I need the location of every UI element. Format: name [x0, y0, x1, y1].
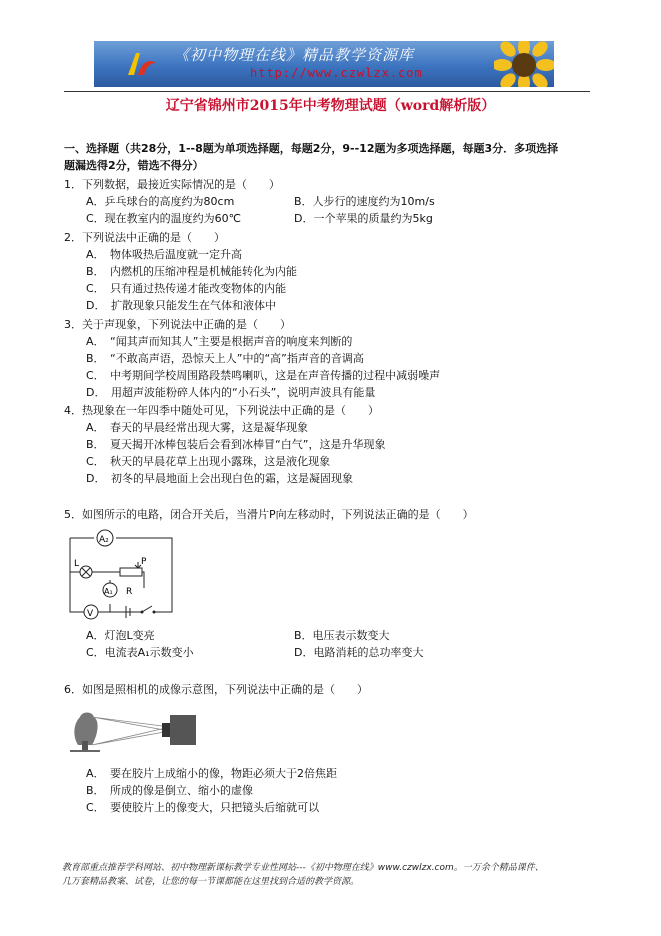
banner-brand: 《初中物理在线》精品教学资源库 [174, 46, 415, 64]
sunflower-icon [494, 41, 554, 87]
option-a: A． “闻其声而知其人”主要是根据声音的响度来判断的 [86, 335, 353, 348]
footer-line: 教育部重点推荐学科网站、初中物理新课标教学专业性网站---《初中物理在线》www.czwlzx.com。一万余个精品课件、 [62, 863, 544, 873]
option-b: B． “不敢高声语，恐惊天上人”中的“高”指声音的音调高 [86, 352, 364, 365]
option-b: B． 所成的像是倒立、缩小的虚像 [86, 784, 254, 797]
logo-icon [124, 49, 160, 79]
option-b: B． 夏天揭开冰棒包装后会看到冰棒冒“白气”，这是升华现象 [86, 438, 386, 451]
question-stem: 3．关于声现象，下列说法中正确的是（ ） [64, 318, 291, 331]
option-d: D． 初冬的早晨地面上会出现白色的霜，这是凝固现象 [86, 472, 353, 485]
switch-icon [142, 606, 152, 612]
option-a: A． 要在胶片上成缩小的像，物距必须大于2倍焦距 [86, 767, 338, 780]
section-heading: 一、选择题（共28分，1--8题为单项选择题，每题2分，9--12题为多项选择题，每题3分．多项选择 [64, 142, 559, 155]
page-title: 辽宁省锦州市2015年中考物理试题（word解析版） [165, 98, 496, 114]
option-c: C．现在教室内的温度约为60℃ [86, 212, 242, 225]
option-d: D．一个苹果的质量约为5kg [294, 212, 433, 225]
voltmeter-label: V [87, 609, 94, 619]
option-c: C． 要使胶片上的像变大，只把镜头后缩就可以 [86, 801, 320, 814]
circuit-diagram [64, 528, 176, 620]
slider-label: P [141, 557, 147, 567]
option-b: B．人步行的速度约为10m/s [294, 195, 435, 208]
option-a: A． 春天的早晨经常出现大雾，这是凝华现象 [86, 421, 309, 434]
header-banner [94, 41, 554, 87]
option-a: A．乒乓球台的高度约为80cm [86, 195, 235, 208]
option-c: C． 秋天的早晨花草上出现小露珠，这是液化现象 [86, 455, 331, 468]
question-stem: 2．下列说法中正确的是（ ） [64, 231, 225, 244]
rheostat-icon [120, 568, 142, 576]
option-d: D． 扩散现象只能发生在气体和液体中 [86, 299, 276, 312]
option-c: C．电流表A₁示数变小 [86, 646, 194, 659]
lamp-label: L [74, 559, 80, 569]
resistor-label: R [126, 587, 133, 597]
question-stem: 4．热现象在一年四季中随处可见，下列说法中正确的是（ ） [64, 404, 379, 417]
option-b: B． 内燃机的压缩冲程是机械能转化为内能 [86, 265, 298, 278]
option-c: C． 只有通过热传递才能改变物体的内能 [86, 282, 287, 295]
option-b: B．电压表示数变大 [294, 629, 390, 642]
section-heading-cont: 题漏选得2分，错选不得分） [64, 159, 204, 172]
option-a: A．灯泡L变亮 [86, 629, 155, 642]
question-stem: 5．如图所示的电路，闭合开关后，当滑片P向左移动时，下列说法正确的是（ ） [64, 508, 474, 521]
ammeter-a2-label: A₂ [99, 535, 109, 545]
option-d: D．电路消耗的总功率变大 [294, 646, 424, 659]
footer-line: 几万套精品教案、试卷，让您的每一节课都能在这里找到合适的教学资源。 [62, 877, 360, 887]
ammeter-a1-label: A₁ [104, 587, 113, 596]
option-c: C． 中考期间学校周围路段禁鸣喇叭，这是在声音传播的过程中减弱噪声 [86, 369, 441, 382]
option-a: A． 物体吸热后温度就一定升高 [86, 248, 243, 261]
question-stem: 1．下列数据，最接近实际情况的是（ ） [64, 178, 280, 191]
header-rule [64, 91, 590, 92]
banner-url[interactable]: http://www.czwlzx.com [250, 66, 423, 80]
camera-diagram [70, 705, 200, 753]
option-d: D． 用超声波能粉碎人体内的“小石头”，说明声波具有能量 [86, 386, 376, 399]
question-stem: 6．如图是照相机的成像示意图，下列说法中正确的是（ ） [64, 683, 368, 696]
